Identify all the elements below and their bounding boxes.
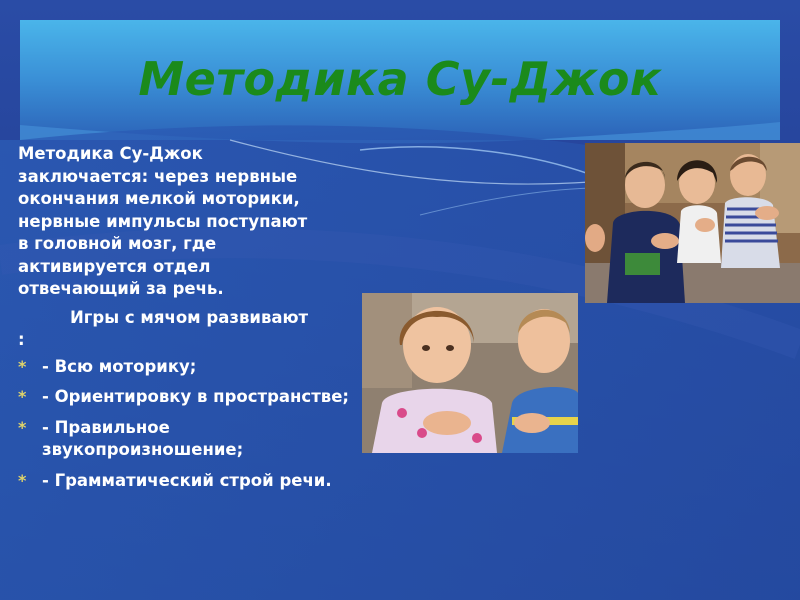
list-item: [18, 417, 363, 462]
skills-list: [18, 356, 363, 493]
paragraph-line: Методика Су-Джок: [18, 144, 203, 163]
list-item: [18, 356, 363, 379]
asterisk-icon: *: [18, 387, 27, 406]
description-paragraph: [18, 143, 363, 301]
slide-body: [18, 143, 363, 500]
asterisk-icon: *: [18, 356, 27, 376]
asterisk-icon: *: [18, 417, 27, 437]
paragraph-line: отвечающий за речь.: [18, 279, 224, 298]
list-item-text: - Грамматический строй речи.: [42, 470, 332, 490]
paragraph-line: в головной мозг, где: [18, 234, 217, 253]
list-item-text: - Всю моторику;: [42, 356, 197, 376]
paragraph-line: окончания мелкой моторики,: [18, 189, 300, 208]
slide-title: Методика Су-Джок: [138, 52, 662, 106]
paragraph-line: нервные импульсы поступают: [18, 211, 308, 231]
list-item-text: - Правильное звукопроизношение;: [42, 417, 244, 459]
list-item: [18, 470, 363, 493]
paragraph-line: активируется отдел: [18, 256, 211, 276]
girl-and-boy-photo: [362, 293, 578, 453]
intro-colon: :: [18, 330, 25, 349]
paragraph-line: заключается: через нервные: [18, 166, 298, 186]
list-item: [18, 386, 363, 409]
intro-line: Игры с мячом развивают: [70, 307, 309, 327]
children-group-photo: [585, 143, 800, 303]
list-item-text: - Ориентировку в пространстве;: [42, 387, 349, 406]
asterisk-icon: *: [18, 470, 27, 490]
